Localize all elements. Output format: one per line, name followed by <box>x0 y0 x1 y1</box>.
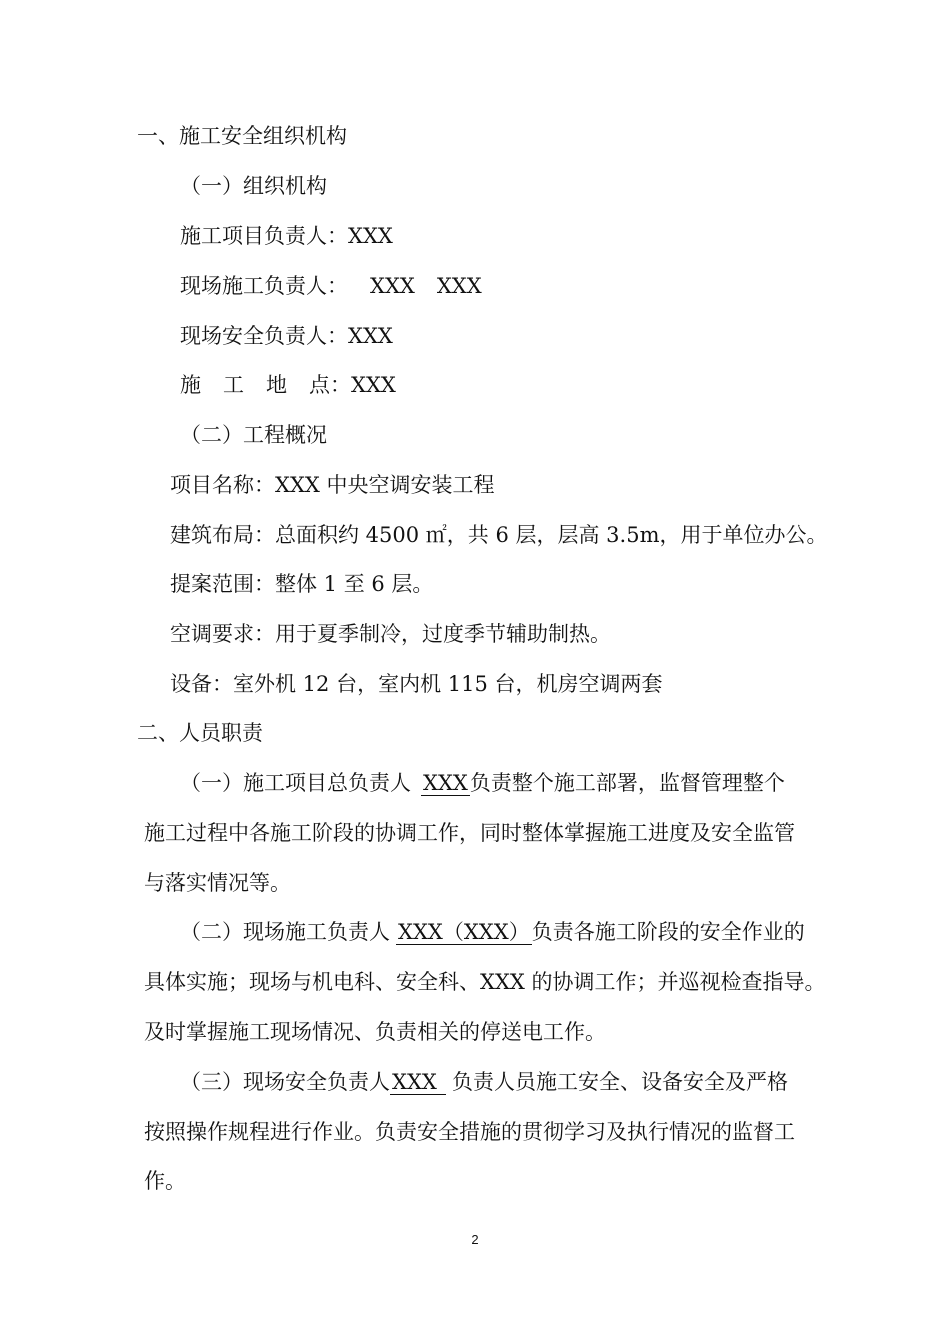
site-location-char-2: 工 <box>223 373 244 397</box>
section-heading-1: 一、施工安全组织机构 <box>137 124 347 148</box>
duty-3-line-1 <box>180 1067 788 1097</box>
site-location-line <box>180 370 396 400</box>
site-construction-lead-label: 现场施工负责人： <box>180 274 348 298</box>
duty-3-prefix: （三）现场安全负责人 <box>180 1070 390 1094</box>
duty-2-line-3: 及时掌握施工现场情况、负责相关的停送电工作。 <box>144 1020 606 1044</box>
site-location-char-3: 地 <box>266 373 287 397</box>
overview-project-name: 项目名称：XXX 中央空调安装工程 <box>170 473 495 497</box>
site-location-char-4: 点：XXX <box>309 373 396 397</box>
site-construction-lead-name-2: XXX <box>436 274 482 298</box>
duty-2-line-1 <box>180 917 805 947</box>
overview-ac-requirements: 空调要求：用于夏季制冷，过度季节辅助制热。 <box>170 622 611 646</box>
duty-2-name-underlined: XXX（XXX） <box>398 920 530 944</box>
section-heading-2: 二、人员职责 <box>137 721 263 745</box>
duty-1-rest: 负责整个施工部署，监督管理整个 <box>469 771 785 795</box>
subheading-overview: （二）工程概况 <box>180 423 327 447</box>
site-safety-lead-line: 现场安全负责人：XXX <box>180 324 393 348</box>
site-location-char-1: 施 <box>180 373 201 397</box>
overview-scope: 提案范围：整体 1 至 6 层。 <box>170 572 434 596</box>
duty-3-name-underlined: XXX <box>390 1070 446 1095</box>
duty-2-rest: 负责各施工阶段的安全作业的 <box>531 920 805 944</box>
site-construction-lead-name-1: XXX <box>370 274 415 298</box>
site-construction-lead-line <box>180 271 482 301</box>
duty-3-rest: 负责人员施工安全、设备安全及严格 <box>452 1070 788 1094</box>
overview-equipment: 设备：室外机 12 台，室内机 115 台，机房空调两套 <box>170 672 663 696</box>
duty-1-line-1 <box>180 768 785 798</box>
project-lead-line: 施工项目负责人：XXX <box>180 224 393 248</box>
duty-3-line-2: 按照操作规程进行作业。负责安全措施的贯彻学习及执行情况的监督工 <box>144 1120 795 1144</box>
overview-building-layout: 建筑布局：总面积约 4500 ㎡，共 6 层，层高 3.5m，用于单位办公。 <box>170 523 828 547</box>
duty-2-prefix: （二）现场施工负责人 <box>180 920 390 944</box>
duty-1-line-3: 与落实情况等。 <box>144 871 291 895</box>
duty-1-line-2: 施工过程中各施工阶段的协调工作，同时整体掌握施工进度及安全监管 <box>144 821 795 845</box>
duty-3-line-3: 作。 <box>144 1169 186 1193</box>
page-number: 2 <box>471 1232 479 1247</box>
duty-2-line-2: 具体实施；现场与机电科、安全科、XXX 的协调工作；并巡视检查指导。 <box>144 970 826 994</box>
subheading-organization: （一）组织机构 <box>180 174 327 198</box>
duty-1-name-underlined: XXX <box>423 771 468 795</box>
duty-1-prefix: （一）施工项目总负责人 <box>180 771 411 795</box>
